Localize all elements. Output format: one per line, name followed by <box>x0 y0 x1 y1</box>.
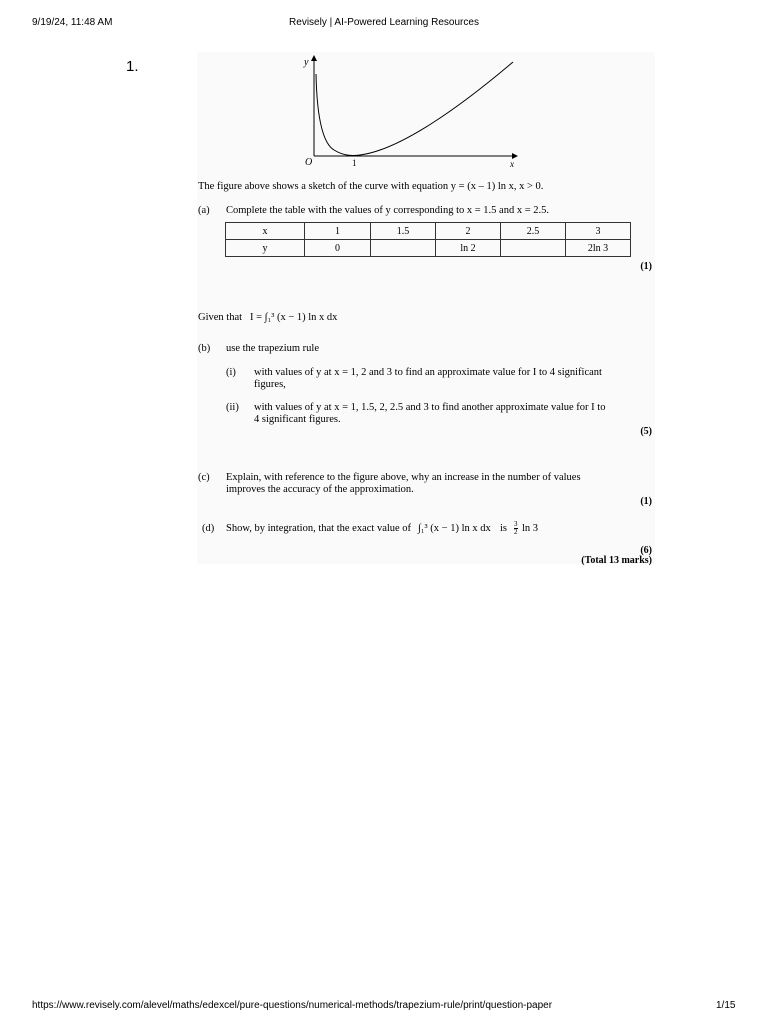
fraction-numerator: 3 <box>514 520 518 529</box>
table-header-x: x <box>226 223 305 240</box>
table-cell: 1 <box>305 223 371 240</box>
part-d-label: (d) <box>202 523 215 534</box>
question-number: 1. <box>126 58 139 75</box>
part-b-ii-line1: with values of y at x = 1, 1.5, 2, 2.5 and 3 to find another approximate value for I to <box>254 402 606 413</box>
table-cell: ln 2 <box>436 240 501 257</box>
part-c-line2: improves the accuracy of the approximation. <box>226 484 414 495</box>
question-intro: The figure above shows a sketch of the curve with equation y = (x – 1) ln x, x > 0. <box>198 181 544 192</box>
table-header-y: y <box>226 240 305 257</box>
y-axis-label: y <box>304 57 309 68</box>
part-a-text: Complete the table with the values of y corresponding to x = 1.5 and x = 2.5. <box>226 205 549 216</box>
part-b-ii-line2: 4 significant figures. <box>254 414 341 425</box>
table-row-y <box>226 240 631 257</box>
x-axis-label: x <box>510 159 514 169</box>
part-b-text: use the trapezium rule <box>226 343 320 354</box>
table-cell: 2ln 3 <box>566 240 631 257</box>
integral-definition: I = ∫₁³ (x − 1) ln x dx <box>250 312 338 323</box>
total-marks: (Total 13 marks) <box>581 555 652 566</box>
part-a-mark: (1) <box>640 261 652 272</box>
page-url: https://www.revisely.com/alevel/maths/edexcel/pure-questions/numerical-methods/trapezium-rule/print/question-paper <box>32 1000 553 1011</box>
table-row-x <box>226 223 631 240</box>
part-c-line1: Explain, with reference to the figure above, why an increase in the number of values <box>226 472 581 483</box>
part-d-is: is <box>500 523 508 534</box>
table-cell: 2.5 <box>501 223 566 240</box>
y-axis-arrow <box>311 55 317 61</box>
fraction-denominator: 2 <box>514 528 518 537</box>
given-text: Given that <box>198 312 243 323</box>
table-cell: 3 <box>566 223 631 240</box>
page-title: Revisely | AI-Powered Learning Resources <box>289 17 479 28</box>
table-cell: 0 <box>305 240 371 257</box>
part-b-label: (b) <box>198 343 211 354</box>
table-cell: 2 <box>436 223 501 240</box>
origin-label: O <box>305 157 313 168</box>
part-b-i-line2: figures, <box>254 379 286 390</box>
table-cell <box>501 240 566 257</box>
part-b-i-line1: with values of y at x = 1, 2 and 3 to find an approximate value for I to 4 significant <box>254 367 602 378</box>
x-tick-label: 1 <box>352 158 357 168</box>
part-c-mark: (1) <box>640 496 652 507</box>
part-b-i-label: (i) <box>226 367 236 378</box>
table-cell: 1.5 <box>371 223 436 240</box>
values-table <box>225 222 631 257</box>
curve-graph <box>290 52 530 172</box>
part-d-integral: ∫₁³ (x − 1) ln x dx <box>418 523 491 534</box>
print-datetime: 9/19/24, 11:48 AM <box>32 17 113 28</box>
part-d-mark: (6) <box>640 545 652 556</box>
part-d-result: ln 3 <box>522 523 539 534</box>
part-a-label: (a) <box>198 205 210 216</box>
part-d-fraction <box>514 520 518 538</box>
part-d-text: Show, by integration, that the exact value of <box>226 523 412 534</box>
table-cell <box>371 240 436 257</box>
curve <box>316 62 513 155</box>
part-b-mark: (5) <box>640 426 652 437</box>
page-number: 1/15 <box>716 1000 736 1011</box>
part-b-ii-label: (ii) <box>226 402 239 413</box>
part-c-label: (c) <box>198 472 210 483</box>
